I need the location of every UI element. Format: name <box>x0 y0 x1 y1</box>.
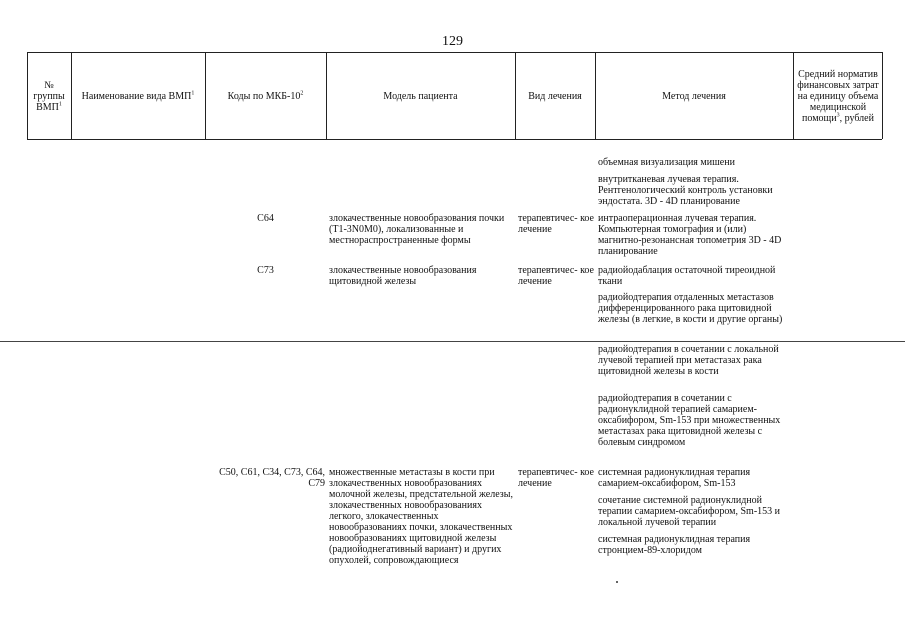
header-patient-model: Модель пациента <box>383 90 458 102</box>
mkb-code-cell: C50, C61, C34, C73, C64, C79 <box>219 467 325 489</box>
method-cell: радиойодтерапия в сочетании с радионуклидной терапией самарием-оксабифором, Sm-153 при множественных метастазах рака щитовидной железы с болевым синдромом <box>598 393 781 448</box>
method-cell: внутритканевая лучевая терапия. Рентгенологический контроль установки эндостата. 3D - 4D планирование <box>598 174 773 207</box>
scan-speck <box>616 581 618 583</box>
method-cell: сочетание системной радионуклидной терапии самарием-оксабифором, Sm-153 и локальной лучевой терапии <box>598 495 781 528</box>
treatment-type-cell: терапевтичес- кое лечение <box>518 467 594 489</box>
header-group-number: № группы ВМП$^1$ <box>33 79 65 113</box>
method-cell: интраоперационная лучевая терапия. Компьютерная томография и (или) магнитно-резонансная топометрия 3D - 4D планирование <box>598 213 782 257</box>
header-treatment-type: Вид лечения <box>528 90 582 102</box>
patient-model-cell: множественные метастазы в кости при злокачественных новообразованиях молочной железы, предстательной железы, злокачественных новообразованиях легкого, злокачественных новообразованиях почки, злокачественных новообразованиях щитовидной железы (радиойоднегативный вариант) и других опухолей, сопровождающиеся <box>329 467 513 566</box>
method-cell: объемная визуализация мишени <box>598 157 735 168</box>
method-cell: системная радионуклидная терапия стронцием-89-хлоридом <box>598 534 751 556</box>
method-cell: радиойодаблация остаточной тиреоидной ткани <box>598 265 776 287</box>
treatment-type-cell: терапевтичес- кое лечение <box>518 265 594 287</box>
patient-model-cell: злокачественные новообразования щитовидной железы <box>329 265 477 287</box>
header-treatment-method: Метод лечения <box>662 90 726 102</box>
mkb-code-cell: C64 <box>257 213 274 224</box>
method-cell: системная радионуклидная терапия самарием-оксабифором, Sm-153 <box>598 467 751 489</box>
treatment-type-cell: терапевтичес- кое лечение <box>518 213 594 235</box>
header-vmp-name: Наименование вида ВМП$^1$ <box>81 90 195 102</box>
method-cell: радиойодтерапия отдаленных метастазов дифференцированного рака щитовидной железы (в легкие, в кости и другие органы) <box>598 292 783 325</box>
page-number: 129 <box>442 34 463 49</box>
header-average-cost: Средний норматив финансовых затрат на единицу объема медицинской помощи$^3$, рублей <box>797 68 879 124</box>
patient-model-cell: злокачественные новообразования почки (T1-3N0M0), локализованные и местнораспространенные формы <box>329 213 505 246</box>
mkb-code-cell: C73 <box>257 265 274 276</box>
header-mkb-codes: Коды по МКБ-$10^2$ <box>227 90 304 102</box>
method-cell: радиойодтерапия в сочетании с локальной лучевой терапией при метастазах рака щитовидной железы в кости <box>598 344 779 377</box>
page-section-divider <box>0 341 905 342</box>
